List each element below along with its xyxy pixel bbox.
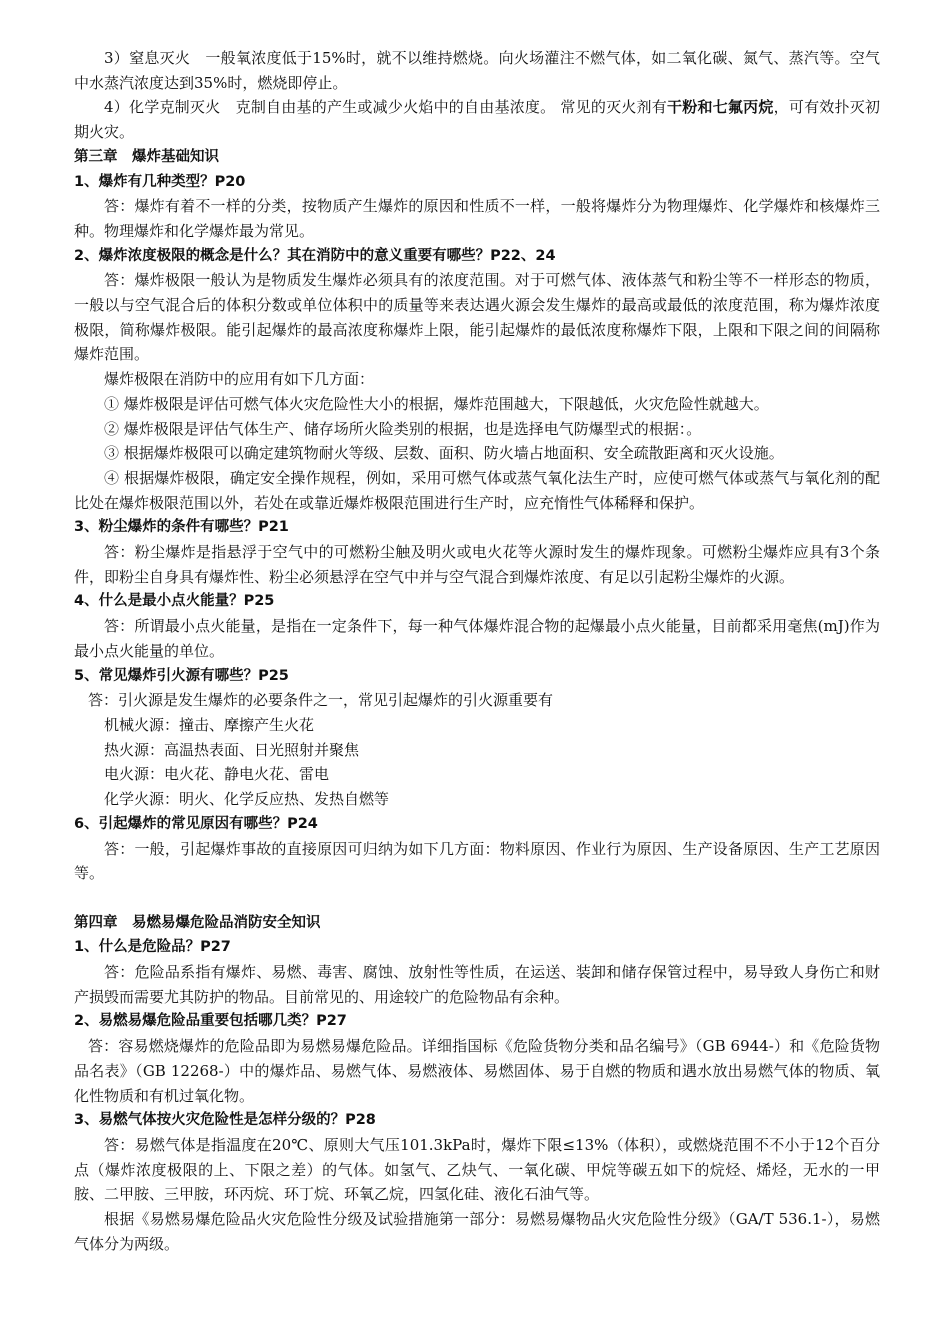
paragraph-chemical-suppression bbox=[74, 95, 880, 144]
list-item: ② 爆炸极限是评估气体生产、储存场所火险类别的根据，也是选择电气防爆型式的根据：。 bbox=[104, 419, 702, 438]
answer-paragraph: 答：容易燃烧爆炸的危险品即为易燃易爆危险品。详细指国标《危险货物分类和品名编号》（GB 6944-）和《危险货物品名表》（GB 12268-）中的爆炸品、易燃气体、易燃液体、易燃固体、易于自燃的物质和遇水放出易燃气体的物质、氧化性物质和有机过氧化物。 bbox=[74, 1037, 880, 1105]
list-item: 电火源：电火花、静电火花、雷电 bbox=[104, 765, 330, 784]
question-heading: 2、爆炸浓度极限的概念是什么？其在消防中的意义重要有哪些？P22、24 bbox=[74, 247, 556, 264]
blank-line bbox=[74, 886, 880, 911]
answer-paragraph: 答：所谓最小点火能量，是指在一定条件下，每一种气体爆炸混合物的起爆最小点火能量，目前都采用毫焦(mJ)作为最小点火能量的单位。 bbox=[74, 617, 880, 660]
question-heading: 3、易燃气体按火灾危险性是怎样分级的？P28 bbox=[74, 1112, 376, 1129]
question-heading: 1、爆炸有几种类型？P20 bbox=[74, 173, 246, 190]
text-run: ，可有效扑灭初期火灾。 bbox=[74, 98, 880, 142]
list-intro: 爆炸极限在消防中的应用有如下几方面： bbox=[104, 370, 375, 389]
paragraph-suffocation: 3）窒息灭火 一般氧浓度低于15%时，就不以维持燃烧。向火场灌注不燃气体，如二氧化碳、氮气、蒸汽等。空气中水蒸汽浓度达到35%时，燃烧即停止。 bbox=[74, 49, 880, 92]
question-heading: 3、粉尘爆炸的条件有哪些？P21 bbox=[74, 519, 289, 536]
answer-paragraph: 答：易燃气体是指温度在20℃、原则大气压101.3kPa时，爆炸下限≤13%（体积），或燃烧范围不不小于12个百分点（爆炸浓度极限的上、下限之差）的气体。如氢气、乙炔气、一氧化碳、甲烷等碳五如下的烷烃、烯烃，无水的一甲胺、二甲胺、三甲胺，环丙烷、环丁烷、环氧乙烷，四氢化硅、液化石油气等。 bbox=[74, 1135, 880, 1204]
answer-paragraph: 答：危险品系指有爆炸、易燃、毒害、腐蚀、放射性等性质，在运送、装卸和储存保管过程中，易导致人身伤亡和财产损毁而需要尤其防护的物品。目前常见的、用途较广的危险物品有余种。 bbox=[74, 963, 880, 1006]
answer-paragraph: 答：引火源是发生爆炸的必要条件之一，常见引起爆炸的引火源重要有 bbox=[88, 691, 554, 710]
answer-paragraph: 根据《易燃易爆危险品火灾危险性分级及试验措施第一部分：易燃易爆物品火灾危险性分级》（GA/T 536.1-），易燃气体分为两级。 bbox=[74, 1210, 880, 1253]
answer-paragraph: 答：一般，引起爆炸事故的直接原因可归纳为如下几方面：物料原因、作业行为原因、生产设备原因、生产工艺原因等。 bbox=[74, 839, 880, 883]
chapter-title: 第四章 易燃易爆危险品消防安全知识 bbox=[74, 914, 321, 931]
question-heading: 1、什么是危险品？P27 bbox=[74, 939, 231, 956]
list-item: 热火源：高温热表面、日光照射并聚焦 bbox=[104, 740, 360, 759]
question-heading: 5、常见爆炸引火源有哪些？P25 bbox=[74, 667, 289, 684]
list-item: 化学火源：明火、化学反应热、发热自燃等 bbox=[104, 790, 390, 809]
list-item: 机械火源：撞击、摩擦产生火花 bbox=[104, 715, 315, 734]
chapter-title: 第三章 爆炸基础知识 bbox=[74, 148, 219, 165]
question-heading: 6、引起爆炸的常见原因有哪些？P24 bbox=[74, 815, 318, 832]
text-run: 4）化学克制灭火 克制自由基的产生或减少火焰中的自由基浓度。 常见的灭火剂有 bbox=[104, 98, 667, 117]
list-item: ① 爆炸极限是评估可燃气体火灾危险性大小的根据，爆炸范围越大，下限越低，火灾危险性就越大。 bbox=[104, 394, 769, 413]
answer-paragraph: 答：爆炸有着不一样的分类，按物质产生爆炸的原因和性质不一样，一般将爆炸分为物理爆炸、化学爆炸和核爆炸三种。物理爆炸和化学爆炸最为常见。 bbox=[74, 197, 880, 240]
question-heading: 2、易燃易爆危险品重要包括哪几类？P27 bbox=[74, 1013, 347, 1030]
question-heading: 4、什么是最小点火能量？P25 bbox=[74, 593, 275, 610]
document-page bbox=[74, 46, 880, 1256]
list-item: ④ 根据爆炸极限，确定安全操作规程，例如，采用可燃气体或蒸气氧化法生产时，应使可燃气体或蒸气与氧化剂的配比处在爆炸极限范围以外，若处在或靠近爆炸极限范围进行生产时，应充惰性气体稀释和保护。 bbox=[74, 468, 880, 512]
list-item: ③ 根据爆炸极限可以确定建筑物耐火等级、层数、面积、防火墙占地面积、安全疏散距离和灭火设施。 bbox=[104, 444, 784, 463]
bold-text: 干粉和七氟丙烷 bbox=[667, 98, 774, 117]
answer-paragraph: 答：爆炸极限一般认为是物质发生爆炸必须具有的浓度范围。对于可燃气体、液体蒸气和粉尘等不一样形态的物质，一般以与空气混合后的体积分数或单位体积中的质量等来表达遇火源会发生爆炸的最高或最低的浓度范围，称为爆炸浓度极限，简称爆炸极限。能引起爆炸的最高浓度称爆炸上限，能引起爆炸的最低浓度称爆炸下限，上限和下限之间的间隔称爆炸范围。 bbox=[74, 271, 880, 364]
answer-paragraph: 答：粉尘爆炸是指悬浮于空气中的可燃粉尘触及明火或电火花等火源时发生的爆炸现象。可燃粉尘爆炸应具有3个条件，即粉尘自身具有爆炸性、粉尘必须悬浮在空气中并与空气混合到爆炸浓度、有足以引起粉尘爆炸的火源。 bbox=[74, 543, 880, 586]
